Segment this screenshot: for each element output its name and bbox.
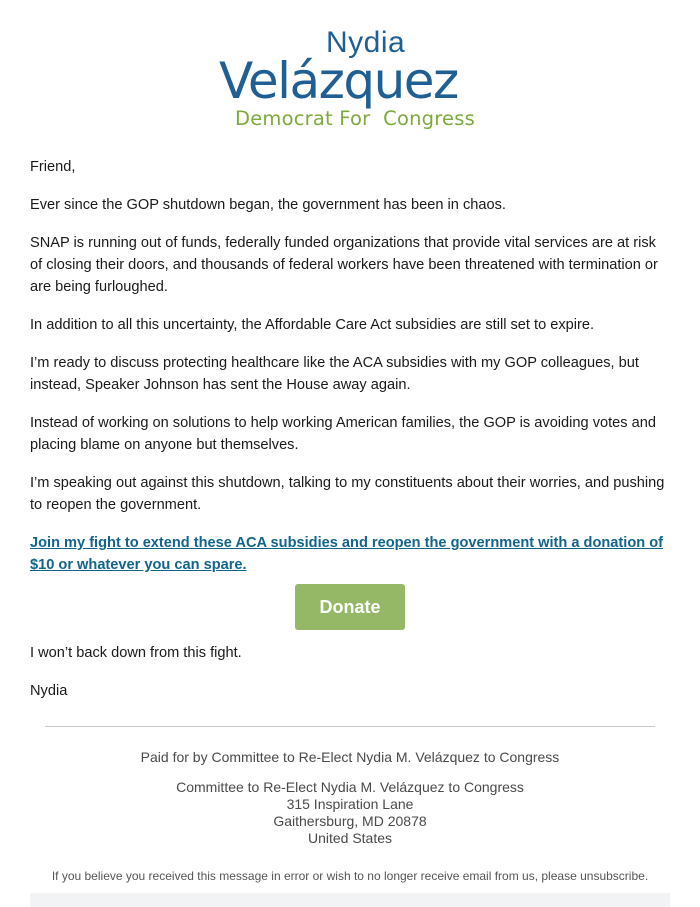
logo-first-name: Nydia (326, 26, 406, 59)
cta-paragraph (30, 532, 670, 576)
unsubscribe-period: . (644, 869, 649, 883)
mailing-address (0, 779, 700, 847)
paragraph-5: Instead of working on solutions to help working American families, the GOP is avoiding votes and placing blame on anyone but themselves. (30, 415, 656, 453)
logo-tagline: Democrat For Congress (235, 107, 475, 130)
unsubscribe-notice (0, 868, 700, 884)
donate-button[interactable]: Donate (295, 584, 405, 630)
paid-for-disclaimer: Paid for by Committee to Re-Elect Nydia M. Velázquez to Congress (140, 749, 560, 765)
address-line-committee: Committee to Re-Elect Nydia M. Velázquez to Congress (176, 779, 524, 795)
unsubscribe-link[interactable]: unsubscribe (580, 869, 645, 883)
donation-cta-link[interactable]: Join my fight to extend these ACA subsidies and reopen the government with a donation of $10 or whatever you can spare. (30, 535, 663, 573)
campaign-logo (0, 0, 700, 140)
paragraph-6: I’m speaking out against this shutdown, talking to my constituents about their worries, and pushing to reopen the government. (30, 475, 665, 513)
footer-divider (45, 726, 655, 727)
unsubscribe-text: If you believe you received this message in error or wish to no longer receive email from us, please (51, 869, 581, 883)
logo-last-name: Velázquez (219, 52, 458, 110)
donate-button-wrap (30, 584, 670, 630)
email-body (30, 156, 670, 718)
address-line-country: United States (307, 830, 393, 846)
paragraph-2: SNAP is running out of funds, federally funded organizations that provide vital services are at risk of closing their doors, and thousands of federal workers have been threatened with termination or are being furloughed. (30, 235, 658, 295)
address-line-city: Gaithersburg, MD 20878 (273, 813, 427, 829)
closing-line: I won’t back down from this fight. (30, 645, 242, 661)
address-line-street: 315 Inspiration Lane (286, 796, 414, 812)
paragraph-4: I’m ready to discuss protecting healthcare like the ACA subsidies with my GOP colleagues, but instead, Speaker Johnson has sent the House away again. (30, 355, 639, 393)
bottom-strip (30, 893, 670, 907)
greeting: Friend, (30, 159, 76, 175)
paragraph-1: Ever since the GOP shutdown began, the government has been in chaos. (30, 197, 506, 213)
paragraph-3: In addition to all this uncertainty, the Affordable Care Act subsidies are still set to expire. (30, 317, 595, 333)
signature: Nydia (30, 683, 68, 699)
email-footer (0, 748, 700, 884)
